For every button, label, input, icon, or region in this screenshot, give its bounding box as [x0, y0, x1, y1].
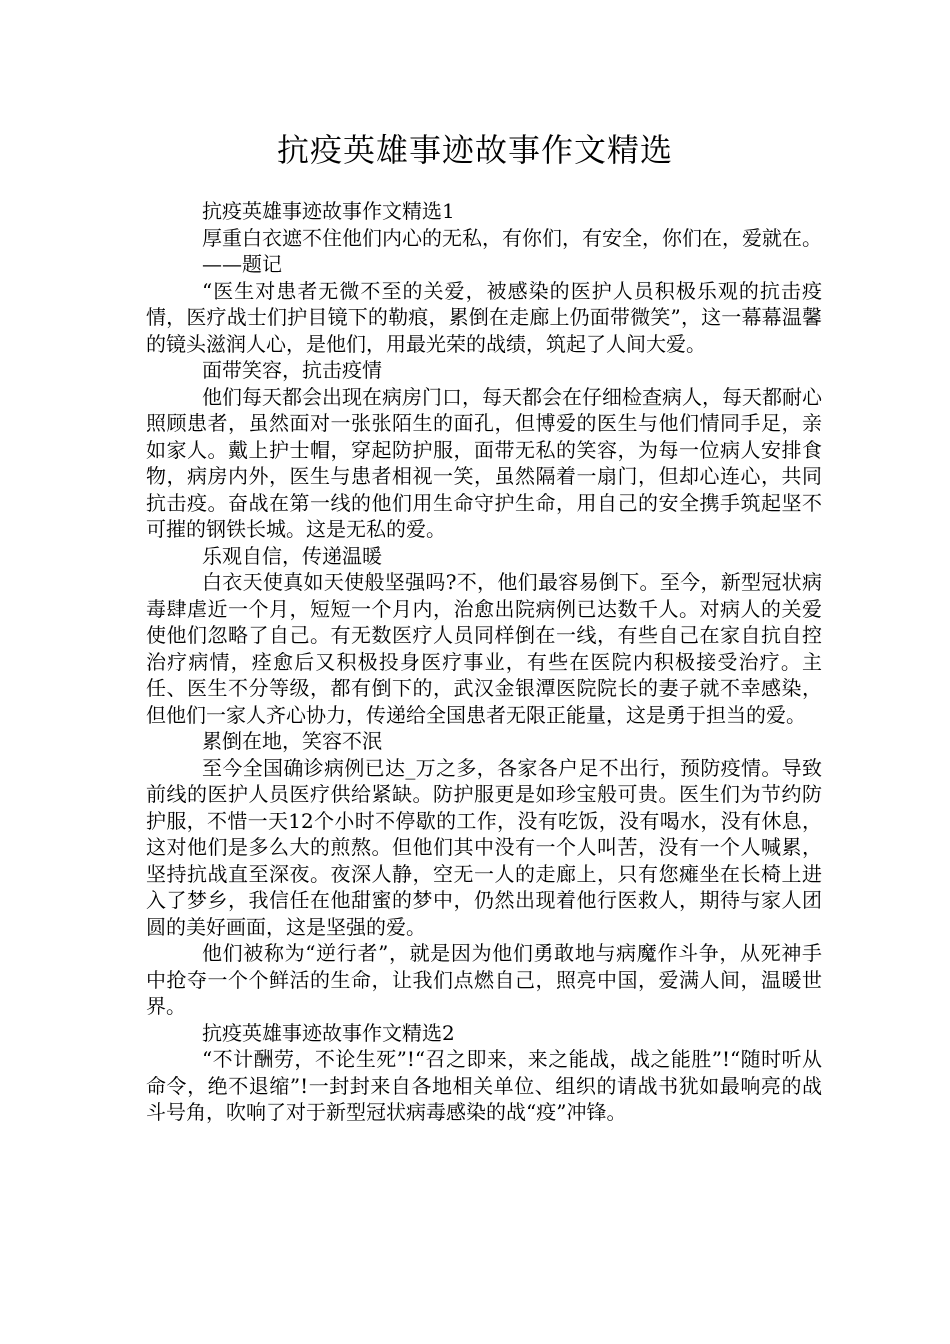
subheading: 面带笑容，抗击疫情: [202, 358, 382, 382]
paragraph: 他们被称为“逆行者”，就是因为他们勇敢地与病魔作斗争，从死神手中抢夺一个个鲜活的生命，让我们点燃自己，照亮中国，爱满人间，温暖世界。: [146, 941, 822, 1018]
paragraph: 他们每天都会出现在病房门口，每天都会在仔细检查病人，每天都耐心照顾患者，虽然面对一张张陌生的面孔，但博爱的医生与他们情同手足，亲如家人。戴上护士帽，穿起防护服，面带无私的笑容，为每一位病人安排食物，病房内外，医生与患者相视一笑，虽然隔着一扇门，但却心连心，共同抗击疫。奋战在第一线的他们用生命守护生命，用自己的安全携手筑起坚不可摧的钢铁长城。这是无私的爱。: [146, 384, 822, 541]
subheading: 累倒在地，笑容不泯: [202, 729, 382, 753]
section-heading: 抗疫英雄事迹故事作文精选2: [202, 1020, 455, 1045]
paragraph: “医生对患者无微不至的关爱，被感染的医护人员积极乐观的抗击疫情，医疗战士们护目镜下的勒痕，累倒在走廊上仍面带微笑”，这一幕幕温馨的镜头滋润人心，是他们，用最光荣的战绩，筑起了人间大爱。: [146, 278, 822, 356]
document-body: [146, 198, 822, 1126]
epigraph-attribution: ——题记: [202, 252, 282, 276]
paragraph: “不计酬劳，不论生死”!“召之即来，来之能战，战之能胜”!“随时听从命令，绝不退缩”!一封封来自各地相关单位、组织的请战书犹如最响亮的战斗号角，吹响了对于新型冠状病毒感染的战“疫”冲锋。: [146, 1047, 822, 1124]
document-title: 抗疫英雄事迹故事作文精选: [276, 131, 673, 169]
section-heading: 抗疫英雄事迹故事作文精选1: [202, 199, 455, 223]
paragraph: 白衣天使真如天使般坚强吗?不，他们最容易倒下。至今，新型冠状病毒肆虐近一个月，短短一个月内，治愈出院病例已达数千人。对病人的关爱使他们忽略了自己。有无数医疗人员同样倒在一线，有些自己在家自抗自控治疗病情，痊愈后又积极投身医疗事业，有些在医院内积极接受治疗。主任、医生不分等级，都有倒下的，武汉金银潭医院院长的妻子就不幸感染，但他们一家人齐心协力，传递给全国患者无限正能量，这是勇于担当的爱。: [146, 570, 822, 727]
subheading: 乐观自信，传递温暖: [202, 543, 382, 568]
paragraph: 至今全国确诊病例已达_万之多，各家各户足不出行，预防疫情。导致前线的医护人员医疗供给紧缺。防护服更是如珍宝般可贵。医生们为节约防护服，不惜一天12个小时不停歇的工作，没有吃饭，没有喝水，没有休息，这对他们是多么大的煎熬。但他们其中没有一个人叫苦，没有一个人喊累，坚持抗战直至深夜。夜深人静，空无一人的走廊上，只有您瘫坐在长椅上进入了梦乡，我信任在他甜蜜的梦中，仍然出现着他行医救人，期待与家人团圆的美好画面，这是坚强的爱。: [146, 755, 822, 939]
paragraph: 厚重白衣遮不住他们内心的无私，有你们，有安全，你们在，爱就在。: [202, 225, 822, 250]
